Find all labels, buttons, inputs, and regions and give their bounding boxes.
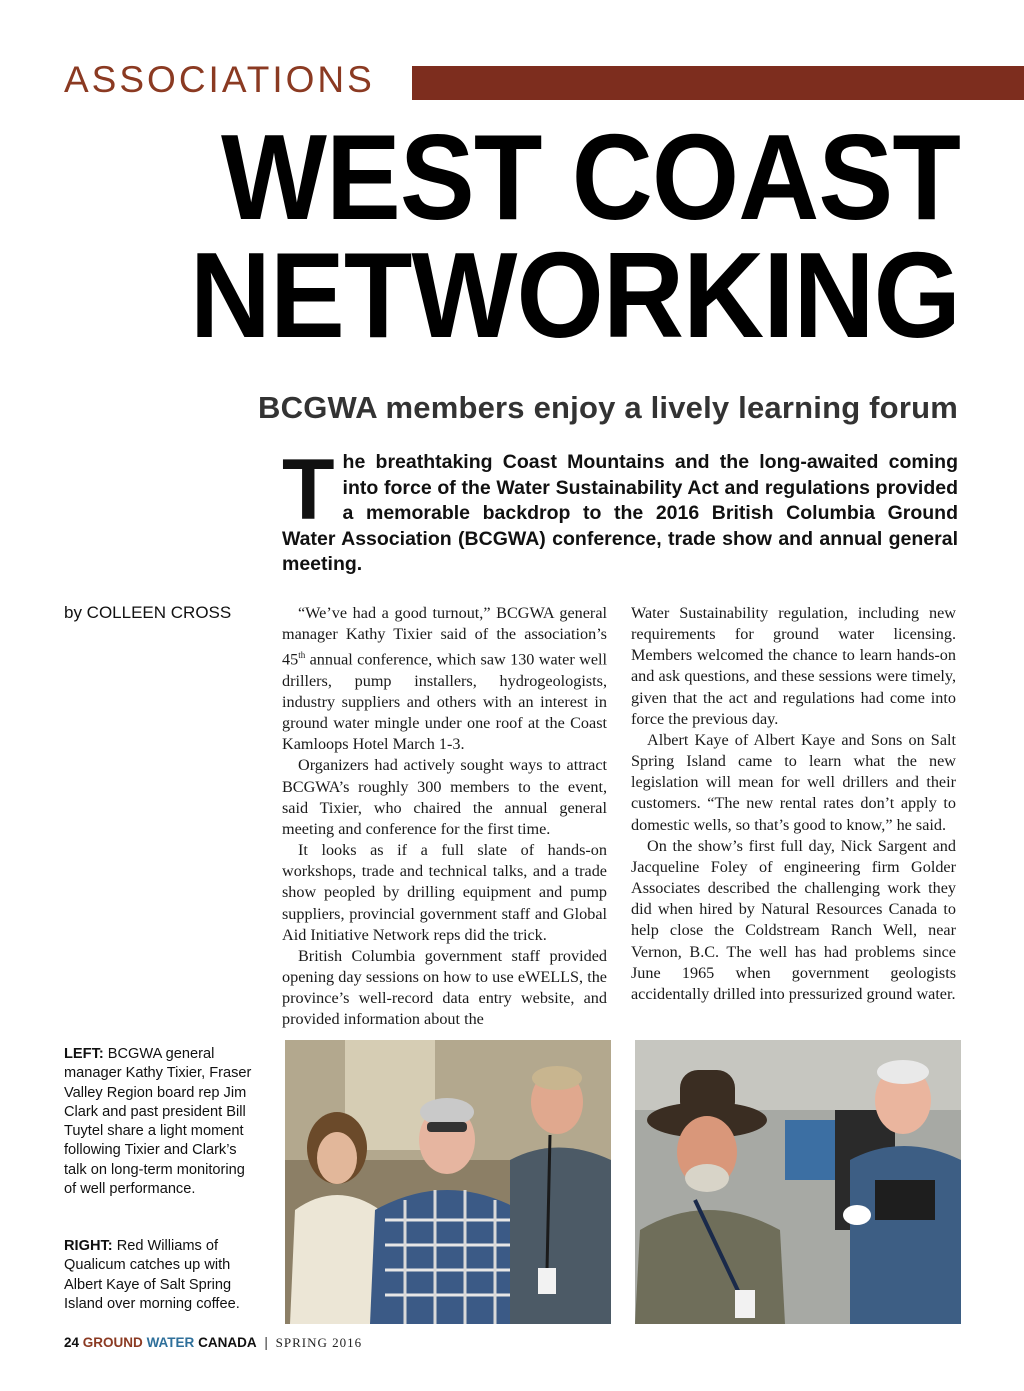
- paragraph-text: “We’ve had a good turnout,” BCGWA general manager Kathy Tixier said of the association’s 45: [282, 604, 607, 669]
- headline-line-2: NETWORKING: [189, 227, 960, 363]
- paragraph: British Columbia government staff provided opening day sessions on how to use eWELLS, the province’s well-record data entry website, and provided information about the: [282, 946, 607, 1029]
- article-column-2: [631, 603, 956, 1005]
- footer-separator: |: [264, 1335, 268, 1350]
- section-label: ASSOCIATIONS: [64, 59, 375, 100]
- caption-right: [64, 1237, 254, 1314]
- paragraph: It looks as if a full slate of hands-on workshops, trade and technical talks, and a trade show peopled by drilling equipment and pump suppliers, provincial government staff and Global Aid Initiative Network reps did the trick.: [282, 841, 607, 944]
- byline: by COLLEEN CROSS: [64, 603, 232, 622]
- publication-canada: CANADA: [198, 1335, 257, 1350]
- photo-left: [285, 1040, 611, 1324]
- page-number: 24: [64, 1335, 80, 1350]
- issue-date: SPRING 2016: [275, 1335, 363, 1350]
- paragraph: Organizers had actively sought ways to attract BCGWA’s roughly 300 members to the event, said Tixier, who chaired the annual general meeting and conference for the first time.: [282, 756, 607, 838]
- caption-text: Red Williams of Qualicum catches up with Albert Kaye of Salt Spring Island over morning coffee.: [64, 1238, 240, 1312]
- photo-right: [635, 1040, 961, 1324]
- superscript: th: [298, 650, 306, 661]
- drop-cap: T: [282, 442, 335, 538]
- headline: [132, 109, 961, 363]
- caption-label: RIGHT:: [64, 1238, 113, 1254]
- article-column-1: [282, 603, 607, 1031]
- paragraph-text: annual conference, which saw 130 water well drillers, pump installers, hydrogeologists, industry suppliers and others with an interest in ground water mingle under one roof at the Coast Kamloops Hotel March 1-3.: [282, 650, 607, 754]
- section-rule-bar: [412, 66, 1024, 100]
- headline-line-1: WEST COAST: [220, 109, 961, 245]
- paragraph: On the show’s first full day, Nick Sargent and Jacqueline Foley of engineering firm Golder Associates described the challenging work they did when hired by Natural Resources Canada to help close the Coldstream Ranch Well, near Vernon, B.C. The well has had problems since June 1965 when government geologists accidentally drilled into pressurized ground water.: [631, 836, 956, 1003]
- lede-paragraph: [282, 442, 958, 578]
- lede-text: he breathtaking Coast Mountains and the long-awaited coming into force of the Water Sustainability Act and regulations provided a memorable backdrop to the 2016 British Columbia Ground Water Association (BCGWA) conference, trade show and annual general meeting.: [282, 451, 958, 575]
- page-footer: [64, 1335, 362, 1351]
- photo-right-image: [635, 1040, 961, 1324]
- caption-text: BCGWA general manager Kathy Tixier, Fraser Valley Region board rep Jim Clark and past president Bill Tuytel share a light moment following Tixier and Clark’s talk on long-term monitoring of well performance.: [64, 1046, 252, 1198]
- publication-water: WATER: [146, 1335, 195, 1350]
- caption-left: [64, 1045, 254, 1199]
- caption-label: LEFT:: [64, 1046, 104, 1062]
- paragraph: [282, 603, 607, 755]
- section-header: [0, 58, 1024, 102]
- publication-ground: GROUND: [82, 1335, 143, 1350]
- paragraph: Water Sustainability regulation, including new requirements for ground water licensing. Members welcomed the chance to learn hands-on and ask questions, and these sessions were timely, given that the act and regulations had come into force the previous day.: [631, 604, 956, 728]
- photo-left-image: [285, 1040, 611, 1324]
- subtitle: BCGWA members enjoy a lively learning forum: [258, 390, 958, 425]
- paragraph: Albert Kaye of Albert Kaye and Sons on Salt Spring Island came to learn what the new legislation will mean for well drillers and their customers. “The new rental rates don’t apply to domestic wells, so that’s good to know,” he said.: [631, 730, 956, 834]
